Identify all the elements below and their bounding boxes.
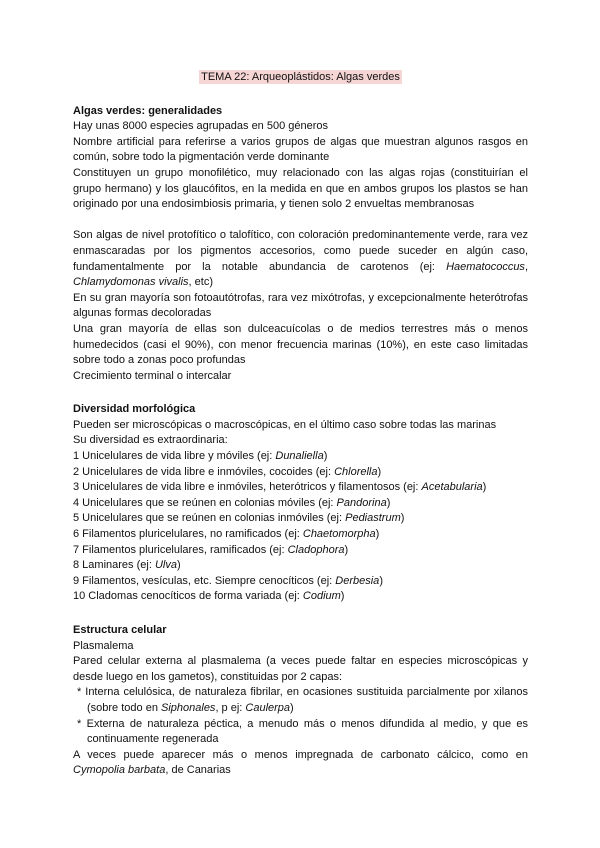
list-item-end: ) <box>323 450 328 463</box>
text-run: ) <box>290 701 294 714</box>
list-item-text: 9 Filamentos, vesículas, etc. Siempre cenocíticos (ej: <box>73 574 336 587</box>
list-item-text: 3 Unicelulares de vida libre e inmóviles, heterótricos y filamentosos (ej: <box>73 481 422 494</box>
species-name: Cladophora <box>287 543 345 556</box>
bullet-item <box>73 685 528 716</box>
species-name: Pediastrum <box>345 512 401 525</box>
list-item-text: 4 Unicelulares que se reúnen en colonias móviles (ej: <box>73 496 337 509</box>
list-item-text: 2 Unicelulares de vida libre e inmóviles, cocoides (ej: <box>73 465 335 478</box>
paragraph <box>73 748 528 779</box>
section-heading-estructura: Estructura celular <box>73 624 167 636</box>
list-item <box>73 574 528 590</box>
text-run: , de Canarias <box>165 764 231 777</box>
list-item-end: ) <box>344 543 349 556</box>
title-wrap <box>73 70 528 86</box>
document-page <box>73 70 528 779</box>
list-item-end: ) <box>482 481 487 494</box>
paragraph: Plasmalema <box>73 639 134 652</box>
list-item-text: 1 Unicelulares de vida libre y móviles (ej: <box>73 450 276 463</box>
list-item-end: ) <box>386 496 391 509</box>
species-name: Chaetomorpha <box>302 528 376 541</box>
text-run: Son algas de nivel protofítico o talofítico, con coloración predominantemente verde, rara vez enmascaradas por los pigmentos accesorios, como puede suceder en algún caso, fundamentalmente por la notable abundancia de carotenos (ej: <box>73 229 528 273</box>
diversity-list <box>73 449 528 605</box>
paragraph: Crecimiento terminal o intercalar <box>73 369 232 382</box>
text-run: , etc) <box>188 276 213 289</box>
page-title: TEMA 22: Arqueoplástidos: Algas verdes <box>201 71 400 83</box>
paragraph: Pared celular externa al plasmalema (a veces puede faltar en especies microscópicas y desde luego en los gametos), constituidas por 2 capas: <box>73 655 528 683</box>
section-heading-generalidades: Algas verdes: generalidades <box>73 104 223 117</box>
paragraph: Constituyen un grupo monofilético, muy relacionado con las algas rojas (constituirían el grupo hermano) y los glaucófitos, en la medida en que en ambos grupos los plastos se han originado por una endosimbiosis primaria, y tienen solo 2 envueltas membranosas <box>73 166 528 211</box>
species-name: Cymopolia barbata <box>73 764 166 777</box>
list-item-text: 7 Filamentos pluricelulares, ramificados (ej: <box>73 543 288 556</box>
species-name: Pandorina <box>336 496 387 509</box>
list-item <box>73 465 528 481</box>
list-item <box>73 449 528 465</box>
section-heading-diversidad: Diversidad morfológica <box>73 403 196 416</box>
list-item <box>73 558 528 574</box>
species-name: Caulerpa <box>245 701 291 714</box>
species-name: Chlorella <box>334 465 378 478</box>
list-item-text: 5 Unicelulares que se reúnen en colonias inmóviles (ej: <box>73 512 346 525</box>
list-item <box>73 543 528 559</box>
list-item <box>73 496 528 512</box>
paragraph: Hay unas 8000 especies agrupadas en 500 géneros <box>73 120 329 133</box>
list-item <box>73 589 528 605</box>
species-name: Ulva <box>154 559 177 572</box>
list-item <box>73 527 528 543</box>
species-name: Haematococcus <box>446 260 525 273</box>
list-item-end: ) <box>375 528 380 541</box>
species-name: Dunaliella <box>275 450 324 463</box>
text-run: , <box>524 260 528 273</box>
paragraph <box>73 228 528 290</box>
text-run: A veces puede aparecer más o menos impregnada de carbonato cálcico, como en <box>73 748 528 761</box>
list-item <box>73 511 528 527</box>
species-name: Derbesia <box>335 574 380 587</box>
bullet-item: * Externa de naturaleza péctica, a menudo más o menos difundida al medio, y que es continuamente regenerada <box>77 717 528 746</box>
spacer <box>73 384 528 402</box>
species-name: Acetabularia <box>421 481 483 494</box>
list-item-end: ) <box>400 512 405 525</box>
spacer <box>73 213 528 229</box>
text-run: , p ej: <box>215 701 246 714</box>
species-name: Codium <box>302 590 341 603</box>
spacer <box>73 605 528 623</box>
list-item-end: ) <box>340 590 345 603</box>
list-item <box>73 480 528 496</box>
species-name: Siphonales <box>161 701 216 714</box>
text-run: * Interna celulósica, de naturaleza fibrilar, en ocasiones sustituida parcialmente por xilanos (sobre todo en <box>77 686 528 714</box>
list-item-text: 6 Filamentos pluricelulares, no ramificados (ej: <box>73 528 303 541</box>
list-item-end: ) <box>176 559 181 572</box>
species-name: Chlamydomonas vivalis <box>73 276 189 289</box>
paragraph: Su diversidad es extraordinaria: <box>73 434 228 447</box>
list-item-end: ) <box>377 465 382 478</box>
paragraph: En su gran mayoría son fotoautótrofas, rara vez mixótrofas, y excepcionalmente heterótrofas algunas formas decoloradas <box>73 291 528 320</box>
paragraph: Nombre artificial para referirse a varios grupos de algas que muestran algunos rasgos en común, sobre todo la pigmentación verde dominante <box>73 135 528 164</box>
paragraph: Una gran mayoría de ellas son dulceacuícolas o de medios terrestres más o menos humedecidos (casi el 90%), con menor frecuencia marinas (10%), en este caso limitadas sobre todo a zonas poco profundas <box>73 322 528 367</box>
list-item-text: 8 Laminares (ej: <box>73 559 155 572</box>
list-item-end: ) <box>379 574 383 587</box>
list-item-text: 10 Cladomas cenocíticos de forma variada (ej: <box>73 590 303 603</box>
paragraph: Pueden ser microscópicas o macroscópicas, en el último caso sobre todas las marinas <box>73 418 497 431</box>
